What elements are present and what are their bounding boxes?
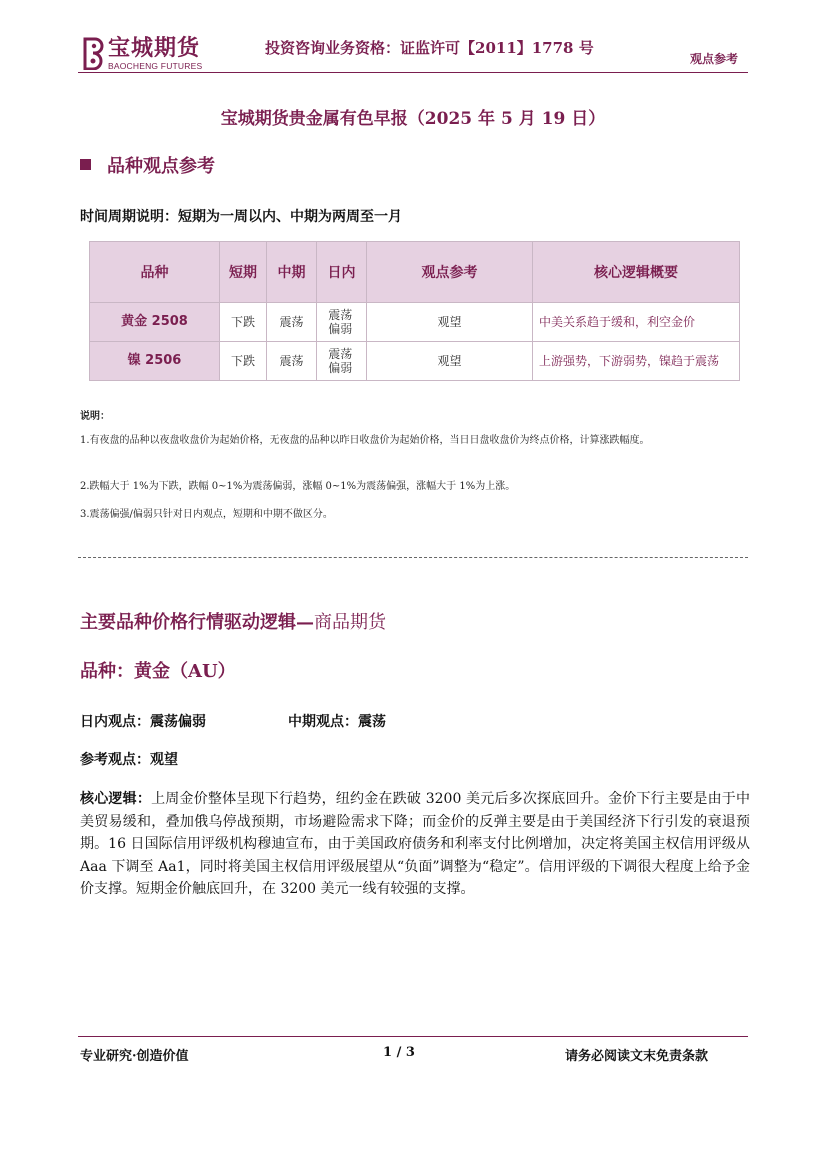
logo-mark-icon — [80, 36, 106, 70]
table-header-cell: 观点参考 — [367, 242, 533, 303]
section2-heading-rest: 商品期货 — [314, 612, 386, 633]
notes-title: 说明： — [80, 411, 110, 422]
core-logic-label: 核心逻辑： — [80, 791, 152, 807]
table-row — [90, 303, 740, 342]
table-header-cell: 品种 — [90, 242, 220, 303]
table-row — [90, 342, 740, 381]
section2-heading-bold: 主要品种价格行情驱动逻辑— — [80, 612, 314, 633]
row-view: 观望 — [367, 303, 533, 342]
logo-en-text: BAOCHENG FUTURES — [108, 61, 203, 71]
page-number: 1 / 3 — [383, 1045, 415, 1060]
variety-heading: 品种：黄金（AU） — [80, 661, 236, 682]
table-header-cell: 核心逻辑概要 — [533, 242, 740, 303]
note-item: 2.跌幅大于 1%为下跌，跌幅 0~1%为震荡偏弱，涨幅 0~1%为震荡偏强，涨幅大于 1%为上涨。 — [80, 481, 516, 492]
footer-disclaimer: 请务必阅读文末免责条款 — [565, 1049, 709, 1064]
note-item: 1.有夜盘的品种以夜盘收盘价为起始价格，无夜盘的品种以昨日收盘价为起始价格，当日日盘收盘价为终点价格，计算涨跌幅度。 — [80, 435, 650, 446]
core-logic-text: 上周金价整体呈现下行趋势，纽约金在跌破 3200 美元后多次探底回升。金价下行主要是由于中美贸易缓和，叠加俄乌停战预期，市场避险需求下降；而金价的反弹主要是由于美国经济下行引发的衰退预期。16 日国际信用评级机构穆迪宣布，由于美国政府债务和利率支付比例增加，决定将美国主权信用评级从 Aaa 下调至 Aa1，同时将美国主权信用评级展望从“负面”调整为“稳定”。信用评级的下调很大程度上给予金价支撑。短期金价触底回升，在 3200 美元一线有较强的支撑。 — [80, 791, 751, 897]
section-heading-drivers — [80, 608, 386, 634]
row-intraday — [317, 342, 367, 381]
row-intraday-text: 震荡偏弱 — [328, 308, 353, 336]
section-heading-views — [80, 152, 215, 178]
row-variety: 镍 2506 — [90, 342, 220, 381]
company-logo — [80, 36, 210, 74]
header-view-ref: 观点参考 — [690, 52, 739, 66]
row-intraday-text: 震荡偏弱 — [328, 347, 353, 375]
row-mid: 震荡 — [267, 303, 317, 342]
license-text: 投资咨询业务资格：证监许可【2011】1778 号 — [265, 39, 594, 57]
row-view: 观望 — [367, 342, 533, 381]
reference-view: 参考观点：观望 — [80, 752, 178, 768]
midterm-view: 中期观点：震荡 — [288, 714, 386, 730]
row-intraday — [317, 303, 367, 342]
intraday-view: 日内观点：震荡偏弱 — [80, 714, 206, 730]
table-header-row — [90, 242, 740, 303]
row-variety: 黄金 2508 — [90, 303, 220, 342]
row-short: 下跌 — [220, 342, 267, 381]
logo-cn-text: 宝城期货 — [108, 36, 201, 61]
row-short: 下跌 — [220, 303, 267, 342]
row-mid: 震荡 — [267, 342, 317, 381]
section-heading-text: 品种观点参考 — [107, 156, 215, 177]
note-item: 3.震荡偏强/偏弱只针对日内观点，短期和中期不做区分。 — [80, 509, 333, 520]
row-logic: 上游强势，下游弱势，镍趋于震荡 — [533, 342, 740, 381]
table-header-cell: 短期 — [220, 242, 267, 303]
core-logic-paragraph — [80, 788, 750, 901]
footer-divider — [78, 1036, 748, 1037]
footer-slogan: 专业研究·创造价值 — [80, 1049, 189, 1064]
table-header-cell: 中期 — [267, 242, 317, 303]
square-bullet-icon — [80, 159, 91, 170]
header-divider — [78, 72, 748, 73]
row-logic: 中美关系趋于缓和，利空金价 — [533, 303, 740, 342]
table-header-cell: 日内 — [317, 242, 367, 303]
views-table — [89, 241, 740, 381]
dashed-divider — [78, 557, 748, 558]
report-title: 宝城期货贵金属有色早报（2025 年 5 月 19 日） — [220, 109, 606, 129]
period-note: 时间周期说明：短期为一周以内、中期为两周至一月 — [80, 209, 402, 225]
